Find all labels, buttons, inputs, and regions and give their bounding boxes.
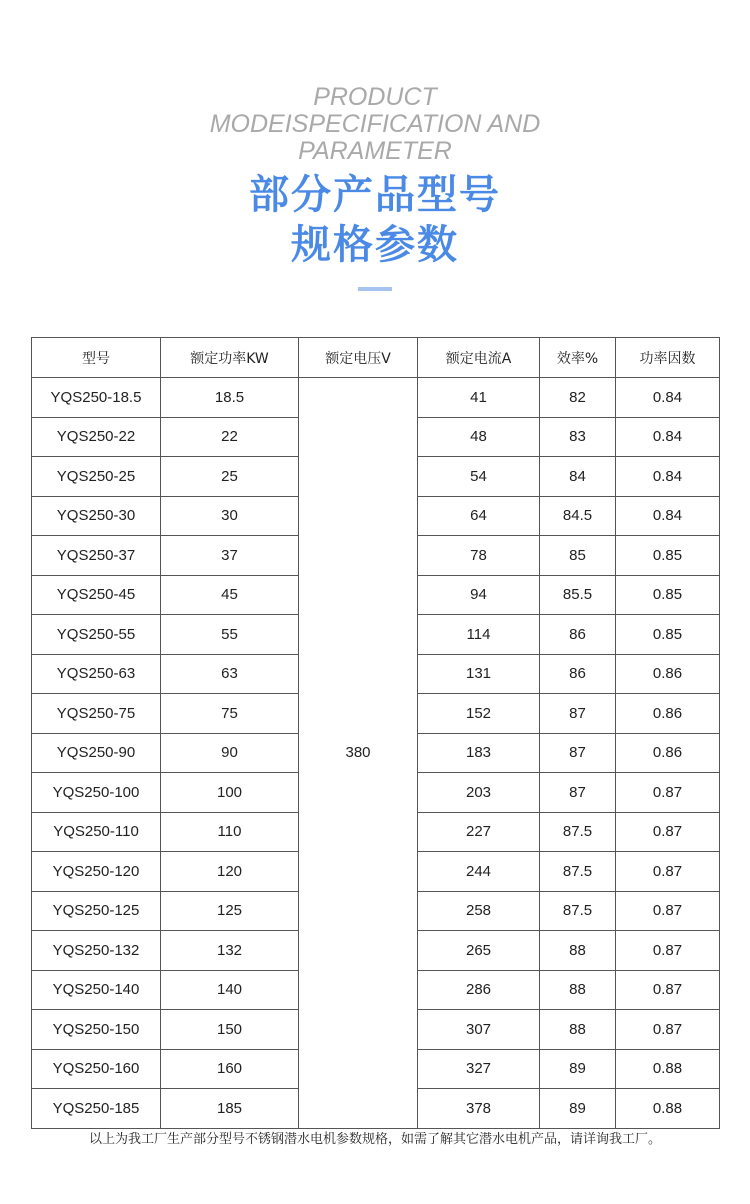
cell-model: YQS250-132	[32, 931, 161, 971]
cell-model: YQS250-120	[32, 852, 161, 892]
cell-current: 48	[418, 417, 540, 457]
cell-efficiency: 84.5	[540, 496, 616, 536]
cell-efficiency: 86	[540, 654, 616, 694]
cell-efficiency: 82	[540, 378, 616, 418]
cell-model: YQS250-37	[32, 536, 161, 576]
cell-current: 227	[418, 812, 540, 852]
cell-power-factor: 0.86	[616, 654, 720, 694]
cell-model: YQS250-110	[32, 812, 161, 852]
cell-model: YQS250-25	[32, 457, 161, 497]
cell-power-factor: 0.84	[616, 417, 720, 457]
cell-power-factor: 0.85	[616, 536, 720, 576]
cell-power: 150	[161, 1010, 299, 1050]
cell-current: 307	[418, 1010, 540, 1050]
cell-model: YQS250-75	[32, 694, 161, 734]
cell-power: 120	[161, 852, 299, 892]
cell-efficiency: 83	[540, 417, 616, 457]
english-title-line: PARAMETER	[298, 137, 452, 165]
cell-model: YQS250-185	[32, 1089, 161, 1129]
cell-voltage: 380	[299, 378, 418, 1129]
cell-current: 54	[418, 457, 540, 497]
column-header-model: 型号	[32, 338, 161, 378]
cell-efficiency: 87	[540, 733, 616, 773]
cell-efficiency: 87.5	[540, 891, 616, 931]
cell-model: YQS250-150	[32, 1010, 161, 1050]
chinese-title-line: 部分产品型号	[249, 172, 501, 218]
cell-efficiency: 87	[540, 694, 616, 734]
cell-power-factor: 0.85	[616, 615, 720, 655]
cell-power-factor: 0.87	[616, 891, 720, 931]
cell-model: YQS250-90	[32, 733, 161, 773]
cell-power: 63	[161, 654, 299, 694]
cell-current: 131	[418, 654, 540, 694]
cell-current: 41	[418, 378, 540, 418]
cell-current: 286	[418, 970, 540, 1010]
cell-model: YQS250-63	[32, 654, 161, 694]
column-header-power: 额定功率KW	[161, 338, 299, 378]
cell-power-factor: 0.87	[616, 773, 720, 813]
cell-efficiency: 89	[540, 1089, 616, 1129]
cell-current: 244	[418, 852, 540, 892]
column-header-voltage: 额定电压V	[299, 338, 418, 378]
cell-power: 90	[161, 733, 299, 773]
chinese-title	[0, 170, 750, 270]
cell-power-factor: 0.84	[616, 496, 720, 536]
title-accent-bar	[358, 287, 392, 291]
cell-power: 160	[161, 1049, 299, 1089]
cell-power-factor: 0.88	[616, 1049, 720, 1089]
cell-efficiency: 87.5	[540, 852, 616, 892]
cell-current: 327	[418, 1049, 540, 1089]
cell-efficiency: 84	[540, 457, 616, 497]
chinese-title-line: 规格参数	[291, 222, 459, 268]
cell-model: YQS250-30	[32, 496, 161, 536]
english-title	[0, 84, 750, 165]
cell-power: 25	[161, 457, 299, 497]
cell-model: YQS250-140	[32, 970, 161, 1010]
cell-power-factor: 0.84	[616, 457, 720, 497]
cell-power-factor: 0.87	[616, 931, 720, 971]
cell-efficiency: 87.5	[540, 812, 616, 852]
cell-current: 152	[418, 694, 540, 734]
spec-table	[31, 337, 720, 1129]
cell-efficiency: 88	[540, 1010, 616, 1050]
column-header-power-factor: 功率因数	[616, 338, 720, 378]
cell-model: YQS250-160	[32, 1049, 161, 1089]
cell-current: 94	[418, 575, 540, 615]
cell-power-factor: 0.85	[616, 575, 720, 615]
cell-power: 140	[161, 970, 299, 1010]
cell-current: 183	[418, 733, 540, 773]
cell-current: 114	[418, 615, 540, 655]
cell-power-factor: 0.87	[616, 852, 720, 892]
cell-power-factor: 0.86	[616, 733, 720, 773]
column-header-efficiency: 效率%	[540, 338, 616, 378]
cell-power: 45	[161, 575, 299, 615]
cell-efficiency: 89	[540, 1049, 616, 1089]
cell-model: YQS250-100	[32, 773, 161, 813]
cell-power: 110	[161, 812, 299, 852]
english-title-line: PRODUCT	[313, 83, 437, 111]
cell-power-factor: 0.86	[616, 694, 720, 734]
cell-power-factor: 0.87	[616, 970, 720, 1010]
table-body	[32, 378, 720, 1129]
cell-efficiency: 85	[540, 536, 616, 576]
cell-power: 185	[161, 1089, 299, 1129]
cell-model: YQS250-45	[32, 575, 161, 615]
cell-efficiency: 86	[540, 615, 616, 655]
cell-model: YQS250-55	[32, 615, 161, 655]
cell-efficiency: 88	[540, 970, 616, 1010]
cell-current: 78	[418, 536, 540, 576]
cell-power: 132	[161, 931, 299, 971]
cell-power: 30	[161, 496, 299, 536]
cell-model: YQS250-125	[32, 891, 161, 931]
cell-current: 265	[418, 931, 540, 971]
column-header-current: 额定电流A	[418, 338, 540, 378]
cell-power: 55	[161, 615, 299, 655]
cell-power-factor: 0.87	[616, 1010, 720, 1050]
cell-current: 203	[418, 773, 540, 813]
cell-power: 100	[161, 773, 299, 813]
cell-power: 18.5	[161, 378, 299, 418]
english-title-line: MODEISPECIFICATION AND	[209, 110, 541, 138]
cell-efficiency: 88	[540, 931, 616, 971]
cell-power-factor: 0.88	[616, 1089, 720, 1129]
cell-current: 258	[418, 891, 540, 931]
table-row	[32, 378, 720, 418]
cell-power: 22	[161, 417, 299, 457]
table-header-row	[32, 338, 720, 378]
cell-power-factor: 0.84	[616, 378, 720, 418]
cell-current: 378	[418, 1089, 540, 1129]
cell-power-factor: 0.87	[616, 812, 720, 852]
cell-model: YQS250-18.5	[32, 378, 161, 418]
cell-power: 125	[161, 891, 299, 931]
cell-current: 64	[418, 496, 540, 536]
cell-power: 75	[161, 694, 299, 734]
cell-power: 37	[161, 536, 299, 576]
cell-model: YQS250-22	[32, 417, 161, 457]
cell-efficiency: 87	[540, 773, 616, 813]
footnote: 以上为我工厂生产部分型号不锈钢潜水电机参数规格，如需了解其它潜水电机产品，请详询我工厂。	[88, 1132, 661, 1147]
cell-efficiency: 85.5	[540, 575, 616, 615]
